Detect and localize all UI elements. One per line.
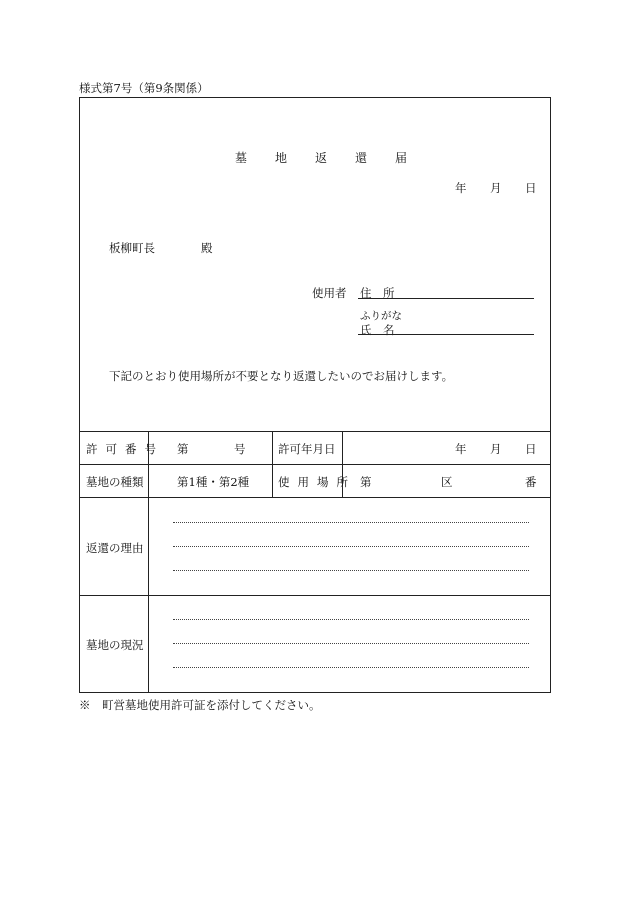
addressee-name: 板柳町長	[109, 241, 155, 255]
permit-number-suffix: 号	[234, 442, 246, 456]
permit-date-year: 年	[455, 442, 467, 456]
reason-line[interactable]	[173, 522, 529, 523]
grave-type-value: 第1種・第2種	[177, 475, 250, 489]
name-field[interactable]	[358, 334, 534, 335]
table-row-divider	[80, 595, 550, 596]
reason-label: 返還の理由	[86, 541, 144, 555]
furigana-label: ふりがな	[360, 310, 402, 322]
applicant-label: 使用者	[312, 286, 347, 300]
form-number-label: 様式第7号（第9条関係）	[79, 81, 209, 95]
permit-date-day: 日	[525, 442, 537, 456]
status-line[interactable]	[173, 643, 529, 644]
date-day: 日	[525, 181, 537, 195]
address-field[interactable]	[358, 298, 534, 299]
address-label: 住 所	[360, 286, 395, 300]
name-label: 氏 名	[360, 323, 395, 337]
table-top-border	[80, 431, 550, 432]
location-number: 番	[525, 475, 537, 489]
date-month: 月	[490, 181, 502, 195]
table-col-divider	[148, 431, 149, 692]
grave-type-label: 墓地の種類	[86, 475, 144, 489]
reason-line[interactable]	[173, 546, 529, 547]
location-prefix: 第	[360, 475, 372, 489]
table-row-divider	[80, 464, 550, 465]
status-line[interactable]	[173, 619, 529, 620]
footnote: ※ 町営墓地使用許可証を添付してください。	[79, 698, 321, 712]
table-row-divider	[80, 497, 550, 498]
permit-date-month: 月	[490, 442, 502, 456]
form-title: 墓地返還届	[235, 151, 436, 165]
status-label: 墓地の現況	[86, 638, 144, 652]
statement-text: 下記のとおり使用場所が不要となり返還したいのでお届けします。	[109, 369, 454, 383]
reason-line[interactable]	[173, 570, 529, 571]
status-line[interactable]	[173, 667, 529, 668]
table-col-divider	[272, 431, 273, 497]
permit-number-prefix: 第	[177, 442, 189, 456]
addressee-honorific: 殿	[201, 241, 213, 255]
location-label: 使用場所	[278, 475, 356, 489]
form-frame	[79, 97, 551, 693]
location-ward: 区	[441, 475, 453, 489]
date-year: 年	[455, 181, 467, 195]
permit-date-label: 許可年月日	[278, 442, 336, 456]
permit-number-label: 許可番号	[86, 442, 164, 456]
